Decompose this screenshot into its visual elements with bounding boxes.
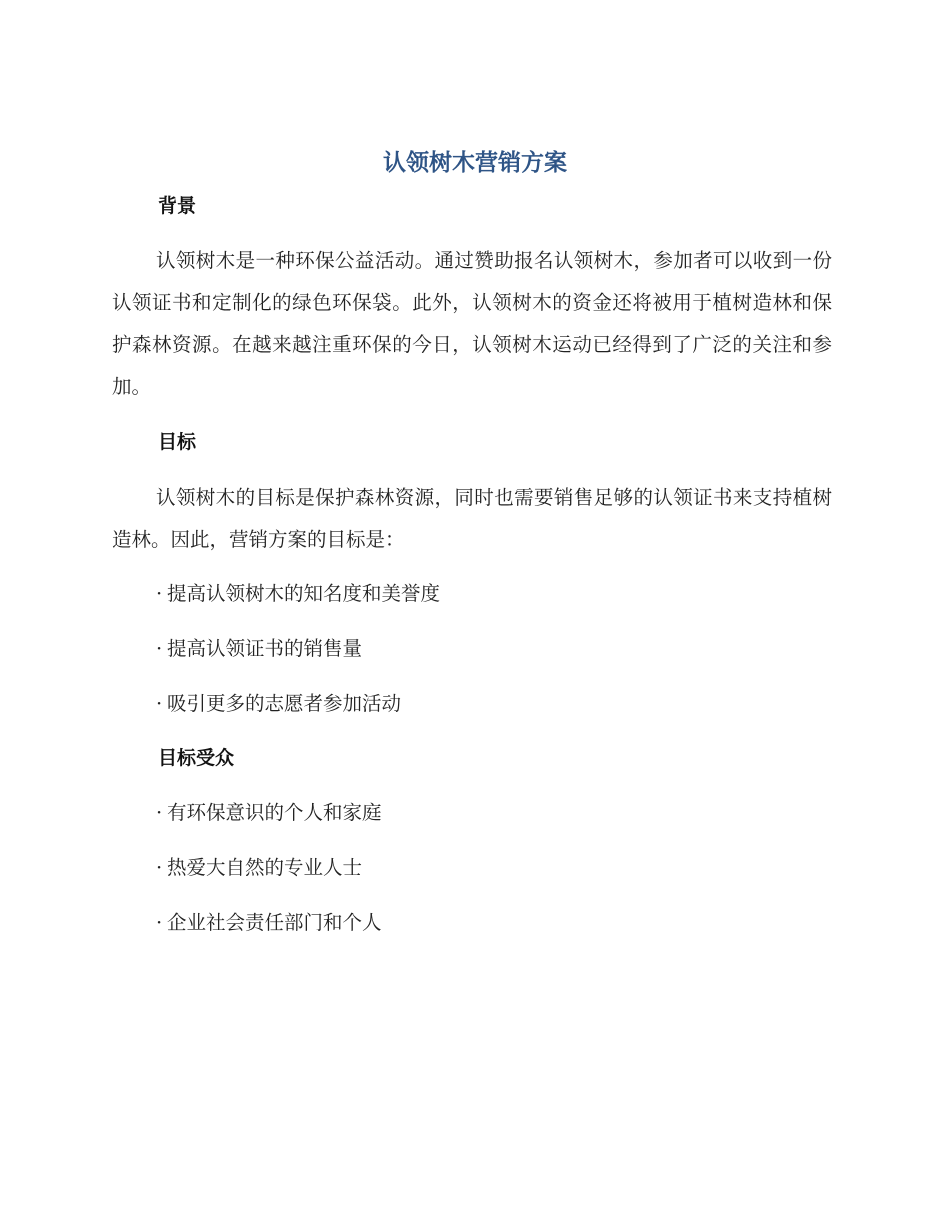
bullet-marker: · xyxy=(156,637,163,660)
bullet-marker: · xyxy=(156,582,163,605)
bullet-marker: · xyxy=(156,801,163,824)
list-item xyxy=(156,579,440,609)
section-heading-goals: 目标 xyxy=(158,431,197,453)
list-item-text: 吸引更多的志愿者参加活动 xyxy=(167,692,402,715)
list-item-text: 提高认领树木的知名度和美誉度 xyxy=(167,582,441,605)
list-item-text: 企业社会责任部门和个人 xyxy=(167,911,382,934)
list-item-text: 有环保意识的个人和家庭 xyxy=(167,801,382,824)
document-title: 认领树木营销方案 xyxy=(383,150,567,176)
bullet-marker: · xyxy=(156,856,163,879)
section-heading-audience: 目标受众 xyxy=(158,747,235,769)
section-heading-background: 背景 xyxy=(158,195,197,217)
bullet-marker: · xyxy=(156,911,163,934)
list-item xyxy=(156,634,362,664)
section-paragraph-background: 认领树木是一种环保公益活动。通过赞助报名认领树木，参加者可以收到一份认领证书和定制化的绿色环保袋。此外，认领树木的资金还将被用于植树造林和保护森林资源。在越来越注重环保的今日，认领树木运动已经得到了广泛的关注和参加。 xyxy=(112,249,832,398)
list-item xyxy=(156,908,382,938)
list-item-text: 热爱大自然的专业人士 xyxy=(167,856,363,879)
list-item xyxy=(156,853,362,883)
section-paragraph-goals: 认领树木的目标是保护森林资源，同时也需要销售足够的认领证书来支持植树造林。因此，营销方案的目标是： xyxy=(112,486,832,551)
list-item-text: 提高认领证书的销售量 xyxy=(167,637,363,660)
bullet-marker: · xyxy=(156,692,163,715)
list-item xyxy=(156,689,401,719)
list-item xyxy=(156,798,382,828)
